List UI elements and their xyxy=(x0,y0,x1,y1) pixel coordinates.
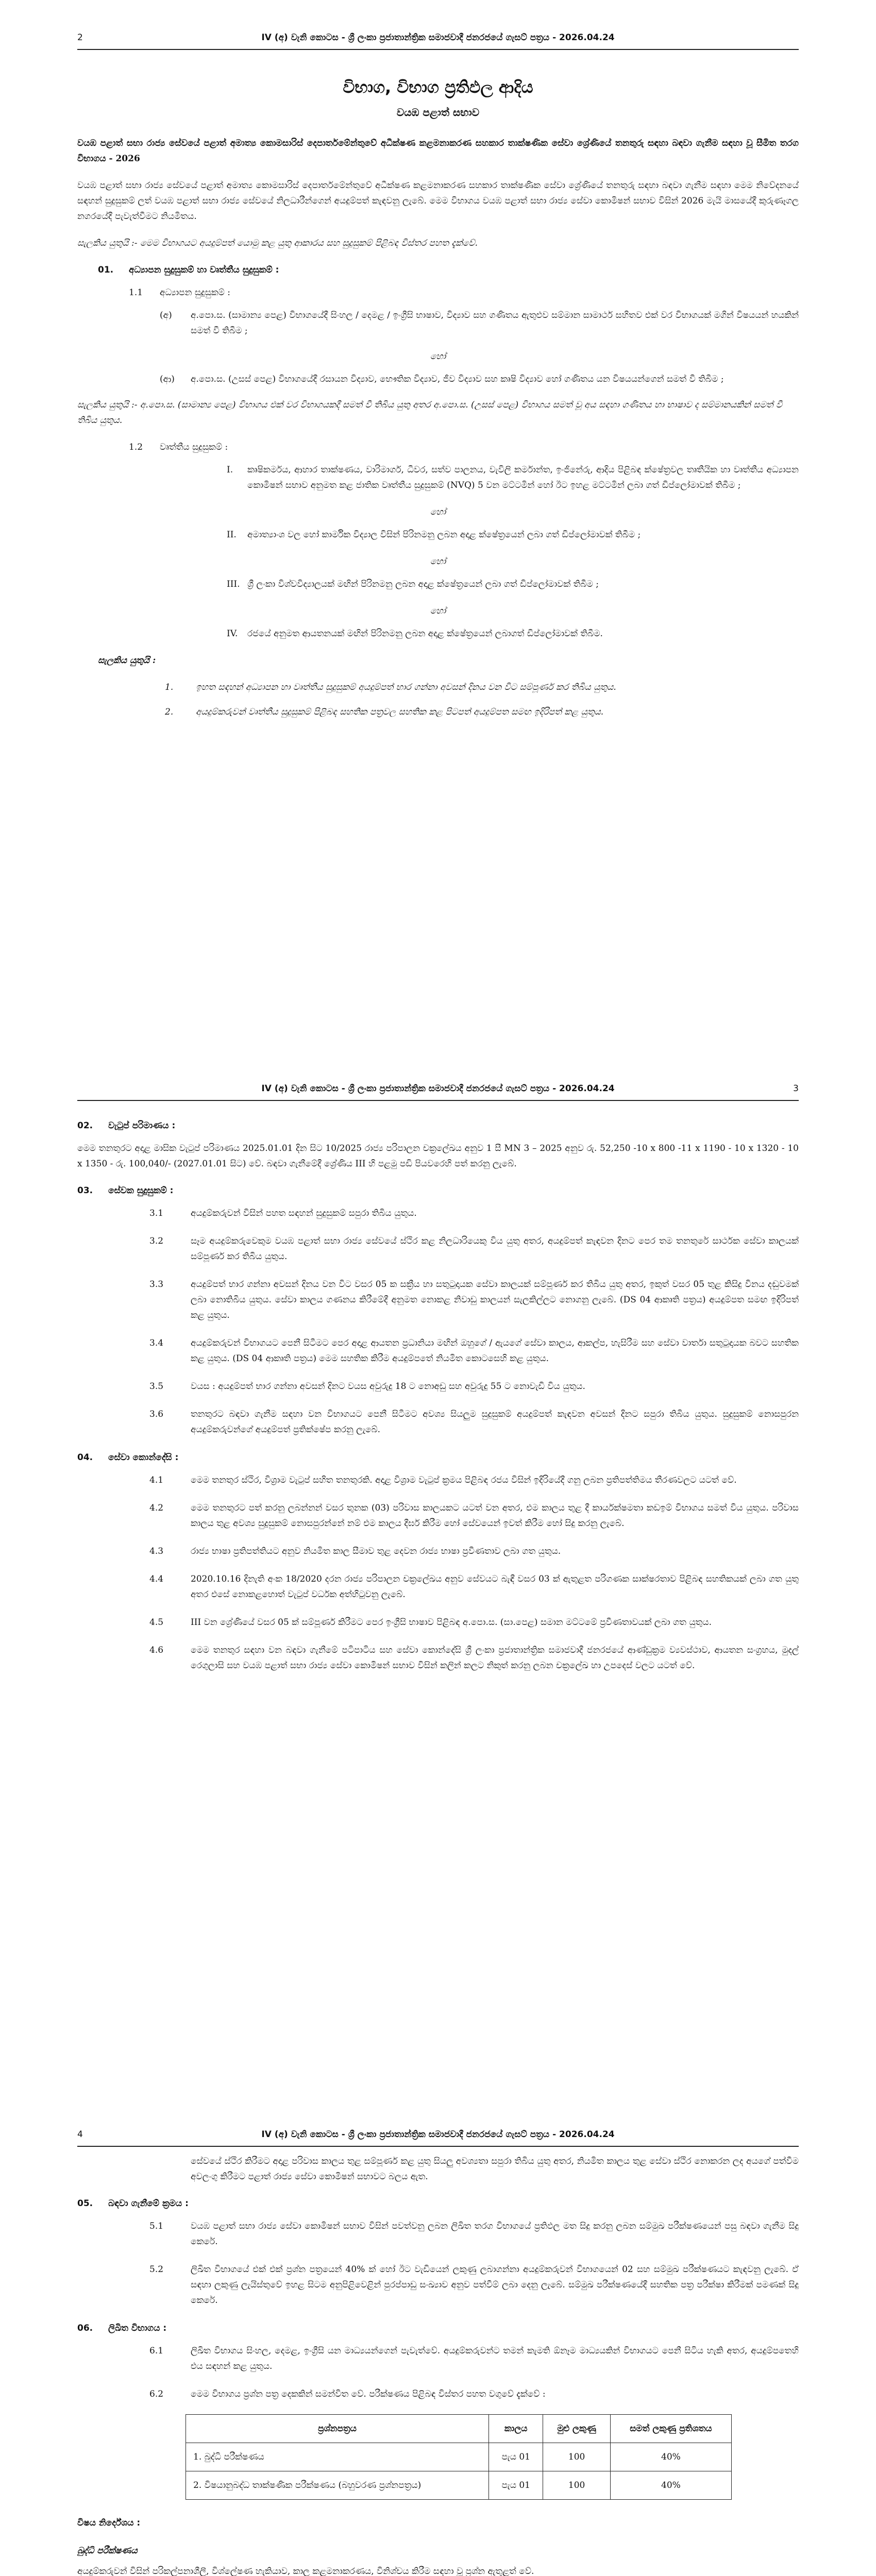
section-heading: 02. වැටුප් පරිමාණය : xyxy=(77,1121,176,1131)
list-item: (ආ) අ.පො.ස. (උසස් පෙළ) විභාගයේදී රසායන විද්‍යාව, භෞතික විද්‍යාව, ජීව විද්‍යාව සහ කෘෂි විද්‍යාව හෝ ගණිතය යන විෂයයන්ගෙන් සමත් වී තිබීම ; xyxy=(160,374,724,384)
list-item: 4.6 මෙම තනතුර සඳහා වන බඳවා ගැනීමේ පටිපාටිය සහ සේවා කොන්දේසි ශ්‍රී ලංකා ප්‍රජාතාන්ත්‍රික සමාජවාදී ජනරජයේ ආණ්ඩුක්‍රම ව්‍යවස්ථාව, ආයතන සංග්‍රහය, මුදල් රෙගුලාසි සහ වයඹ පළාත් සභා රාජ්‍ය සේවා කොමිෂන් සභාව විසින් කලින් කලට නිකුත් කරනු ලබන චක්‍රලේඛ හා උපදෙස් වලට යටත් වේ. xyxy=(149,1645,799,1671)
list-item: 3.2 සෑම අයදුම්කරුවෙකුම වයඹ පළාත් සභා රාජ්‍ය සේවයේ ස්ථිර කළ නිලධාරියෙකු විය යුතු අතර, අයදුම්පත් කැඳවන දිනට පෙර තම තනතුරේ සාර්ථක සේවා කාලයක් සම්පූර්ණ කර තිබිය යුතුය. xyxy=(149,1236,799,1262)
section-heading: 05. බඳවා ගැනීමේ ක්‍රමය : xyxy=(77,2198,189,2209)
list-item: 5.1 වයඹ පළාත් සභා රාජ්‍ය සේවා කොමිෂන් සභාව විසින් පවත්වනු ලබන ලිඛිත තරග විභාගයේ ප්‍රතිඵල මත සිදු කරනු ලබන සම්මුඛ පරීක්ෂණයෙන් පසු බඳවා ගැනීම සිදු කෙරේ. xyxy=(149,2221,799,2247)
note-heading: සැලකිය යුතුයි : xyxy=(98,655,156,666)
paragraph: වයඹ පළාත් සභා රාජ්‍ය සේවයේ පළාත් අමාත්‍ය කොමසාරිස් දෙපාර්තමේන්තුවේ අධීක්ෂණ කළමනාකරණ සහකාර තාක්ෂණික සේවා ශ්‍රේණියේ තනතුරු සඳහා බඳවා ගැනීම සඳහා මෙම නිවේදනයේ සඳහන් සුදුසුකම් ලත් වයඹ පළාත් සභා රාජ්‍ය සේවයේ නිලධාරීන්ගෙන් අයදුම්පත් කැඳවනු ලැබේ. මෙම විභාගය වයඹ පළාත් සභා රාජ්‍ය සේවා කොමිෂන් සභාව විසින් 2026 මැයි මාසයේදී කුරුණෑගල නගරයේදී පැවැත්වීමට නියමිතය. xyxy=(77,180,799,222)
gazette-title: IV (අ) වැනි කොටස - ශ්‍රී ලංකා ප්‍රජාතාන්ත්‍රික සමාජවාදී ජනරජයේ ගැසට් පත්‍රය - 2026.04.24 xyxy=(261,32,615,43)
page-header xyxy=(77,1079,799,1101)
page-number: 4 xyxy=(77,2129,83,2140)
section-heading: විෂය නිර්දේශය : xyxy=(77,2518,141,2528)
subsection-heading: 1.1 අධ්‍යාපන සුදුසුකම් : xyxy=(129,287,230,298)
list-item: 3.4 අයදුම්කරුවන් විභාගයට පෙනී සිටීමට පෙර අදාළ ආයතන ප්‍රධානියා මඟින් ඔහුගේ / ඇයගේ සේවා කාලය, ආකල්ප, හැසිරීම සහ සේවා වාර්තා සතුටුදායක බවට සහතික කළ යුතුය. (DS 04 ආකෘති පත්‍රය) මෙම සහතික කිරීම අයදුම්පතේ නියමිත කොටසෙහි කළ යුතුය. xyxy=(149,1338,799,1364)
table-cell: 40% xyxy=(610,2471,731,2500)
section-heading: 06. ලිඛිත විභාගය : xyxy=(77,2323,167,2333)
list-item: 6.1 ලිඛිත විභාගය සිංහල, දෙමළ, ඉංග්‍රීසි යන මාධ්‍යයන්ගෙන් පැවැත්වේ. අයදුම්කරුවන්ට තමන් කැමති ඕනෑම මාධ්‍යයකින් විභාගයට පෙනී සිටිය හැකි අතර, අයදුම්පතෙහි එය සඳහන් කළ යුතුය. xyxy=(149,2346,799,2371)
column-header: සමත් ලකුණු ප්‍රතිශතය xyxy=(610,2415,731,2443)
table-cell: 100 xyxy=(543,2443,610,2471)
list-item: 6.2 මෙම විභාගය ප්‍රශ්න පත්‍ර දෙකකින් සමන්විත වේ. පරීක්ෂණය පිළිබඳ විස්තර පහත වගුවේ දැක්වේ : xyxy=(149,2389,546,2399)
note: සැලකිය යුතුයි :- මෙම විභාගයට අයදුම්පත් යොමු කළ යුතු ආකාරය සහ සුදුසුකම් පිළිබඳ විස්තර පහත දැක්වේ. xyxy=(77,238,478,248)
page-content xyxy=(77,2154,799,2576)
list-item: 3.1 අයදුම්කරුවන් විසින් පහත සඳහන් සුදුසුකම් සපුරා තිබිය යුතුය. xyxy=(149,1208,417,1218)
list-item: 4.4 2020.10.16 දිනැති අංක 18/2020 දරන රාජ්‍ය පරිපාලන චක්‍රලේඛය අනුව සේවයට බැඳී වසර 03 ක් ඇතුළත පරිගණක සාක්ෂරතාව පිළිබඳ සහතිකයක් ලබා ගත යුතු අතර එසේ නොකළහොත් වැටුප් වර්ධක අත්හිටුවනු ලැබේ. xyxy=(149,1574,799,1600)
note: සැලකිය යුතුයි :- අ.පො.ස. (සාමාන්‍ය පෙළ) විභාගය එක් වර විභාගයකදී සමත් වී තිබිය යුතු අතර අ.පො.ස. (උසස් පෙළ) විභාගය සමත් වූ අය සඳහා ගණිතය හා භාෂාව ද සම්මානයකින් සමත් වී තිබිය යුතුය. xyxy=(77,400,783,426)
column-header: මුළු ලකුණු xyxy=(543,2415,610,2443)
page-header xyxy=(77,28,799,50)
or-separator: හෝ xyxy=(430,351,446,362)
list-item: 4.2 මෙම තනතුරට පත් කරනු ලබන්නන් වසර තුනක (03) පරිවාස කාලයකට යටත් වන අතර, එම කාලය තුළ දී කාර්යක්ෂමතා කඩඉම් විභාගය සමත් විය යුතුය. පරිවාස කාලය තුළ අවශ්‍ය සුදුසුකම් නොසපුරන්නේ නම් එම කාලය දීර්ඝ කිරීම හෝ සේවයෙන් ඉවත් කිරීම හෝ සිදු කරනු ලැබේ. xyxy=(149,1503,799,1529)
list-item: 4.3 රාජ්‍ය භාෂා ප්‍රතිපත්තියට අනුව නියමිත කාල සීමාව තුළ දෙවන රාජ්‍ය භාෂා ප්‍රවීණතාව ලබා ගත යුතුය. xyxy=(149,1546,561,1556)
list-item: 3.6 තනතුරට බඳවා ගැනීම සඳහා වන විභාගයට පෙනී සිටීමට අවශ්‍ය සියලුම සුදුසුකම් අයදුම්පත් කැඳවන අවසන් දිනට සපුරා තිබිය යුතුය. සුදුසුකම් නොසපුරන අයදුම්කරුවන්ගේ අයදුම්පත් ප්‍රතික්ෂේප කරනු ලැබේ. xyxy=(149,1409,799,1435)
paragraph: අයදුම්කරුවන් විසින් පරිකල්පනාශීලී, විශ්ලේෂණ හැකියාව, කාල කළමනාකරණය, විනිශ්චය කිරීම සඳහා වූ ප්‍රශ්න ඇතුළත් වේ. xyxy=(77,2566,534,2576)
exam-table xyxy=(186,2414,732,2500)
table-row xyxy=(186,2443,732,2471)
list-item: 5.2 ලිඛිත විභාගයේ එක් එක් ප්‍රශ්න පත්‍රයෙන් 40% ක් හෝ ඊට වැඩියෙන් ලකුණු ලබාගන්නා අයදුම්කරුවන් විභාගයෙන් 02 සහ සම්මුඛ පරීක්ෂණයට කැඳවනු ලැබේ. ඒ සඳහා ලකුණු ලැයිස්තුවේ ඉහළ සිටම අනුපිළිවෙළින් පුරප්පාඩු සංඛ්‍යාව අනුව පත්වීම් ලබා දෙනු ලැබේ. සම්මුඛ පරීක්ෂණයේදී සහතික පත්‍ර පරීක්ෂා කිරීමක් පමණක් සිදු කෙරේ. xyxy=(149,2264,799,2306)
section-heading: 01. අධ්‍යාපන සුදුසුකම් හා වෘත්තීය සුදුසුකම් : xyxy=(98,265,279,275)
page-number: 3 xyxy=(793,1083,799,1094)
page-title: විභාග, විභාග ප්‍රතිඵල ආදිය xyxy=(343,77,533,97)
page-content xyxy=(77,57,799,729)
gazette-page-4 xyxy=(0,2097,876,2576)
page-header xyxy=(77,2125,799,2147)
table-cell: 2. විෂයානුබද්ධ තාක්ෂණික පරීක්ෂණය (බහුවරණ ප්‍රශ්නපත්‍රය) xyxy=(186,2471,489,2500)
gazette-title: IV (අ) වැනි කොටස - ශ්‍රී ලංකා ප්‍රජාතාන්ත්‍රික සමාජවාදී ජනරජයේ ගැසට් පත්‍රය - 2026.04.24 xyxy=(261,1083,615,1094)
page-subtitle: වයඹ පළාත් සභාව xyxy=(396,106,480,118)
list-item: 4.1 මෙම තනතුර ස්ථිර, විශ්‍රාම වැටුප් සහිත තනතුරකි. අදාළ විශ්‍රාම වැටුප් ක්‍රමය පිළිබඳ රජය විසින් ඉදිරියේදී ගනු ලබන ප්‍රතිපත්තිමය තීරණවලට යටත් වේ. xyxy=(149,1475,737,1485)
list-item: IV. රජයේ අනුමත ආයතනයක් මඟින් පිරිනමනු ලබන අදාළ ක්ෂේත්‍රයෙන් ලබාගත් ඩිප්ලෝමාවක් තිබීම. xyxy=(227,629,603,639)
list-item: 3.5 වයස : අයදුම්පත් භාර ගන්නා අවසන් දිනට වයස අවුරුදු 18 ට නොඅඩු සහ අවුරුදු 55 ට නොවැඩි විය යුතුය. xyxy=(149,1381,585,1392)
gazette-title: IV (අ) වැනි කොටස - ශ්‍රී ලංකා ප්‍රජාතාන්ත්‍රික සමාජවාදී ජනරජයේ ගැසට් පත්‍රය - 2026.04.24 xyxy=(261,2129,615,2140)
list-item: I. කෘෂිකර්මය, ආහාර තාක්ෂණය, වාරිමාර්ග, ධීවර, සත්ව පාලනය, වැවිලි කර්මාන්ත, ඉංජිනේරු, ආදිය පිළිබඳ ක්ෂේත්‍රවල තෘතීයික හා වෘත්තීය අධ්‍යාපන කොමිෂන් සභාව අනුමත කළ ජාතික වෘත්තීය සුදුසුකම් (NVQ) 5 වන මට්ටමින් හෝ ඊට ඉහළ මට්ටමින් ලබා ගත් ඩිප්ලෝමාවක් තිබීම ; xyxy=(227,465,799,490)
page-content xyxy=(77,1108,799,1686)
paragraph: මෙම තනතුරට අදාළ මාසික වැටුප් පරිමාණය 2025.01.01 දින සිට 10/2025 රාජ්‍ය පරිපාලන චක්‍රලේඛය අනුව 1 සී MN 3 – 2025 අනුව රු. 52,250 -10 x 800 -11 x 1190 - 10 x 1320 - 10 x 1350 - රු. 100,040/- (2027.01.01 සිට) වේ. බඳවා ගැනීමේදී ශ්‍රේණිය III හි පළමු පඩි පියවරෙහි පත් කරනු ලැබේ. xyxy=(77,1143,799,1169)
table-cell: 40% xyxy=(610,2443,731,2471)
list-item: 3.3 අයදුම්පත් භාර ගන්නා අවසන් දිනය වන විට වසර 05 ක සක්‍රීය හා සතුටුදායක සේවා කාලයක් සම්පූර්ණ කර තිබිය යුතු අතර, ඉකුත් වසර 05 තුළ කිසිදු විනය දඬුවමක් ලබා නොතිබිය යුතුය. සේවා කාලය ගණනය කිරීමේදී අනුමත නොකළ නිවාඩු කාලයන් සැලකිල්ලට නොගනු ලැබේ. (DS 04 ආකෘති පත්‍රය) අයදුම්පත සමඟ ඉදිරිපත් කළ යුතුය. xyxy=(149,1279,799,1320)
table-cell: පැය 01 xyxy=(489,2443,543,2471)
gazette-page-2 xyxy=(0,0,876,1051)
section-heading: 04. සේවා කොන්දේසි : xyxy=(77,1452,179,1463)
table-cell: 100 xyxy=(543,2471,610,2500)
table-cell: පැය 01 xyxy=(489,2471,543,2500)
notice-heading: වයඹ පළාත් සභා රාජ්‍ය සේවයේ පළාත් අමාත්‍ය කොමසාරිස් දෙපාර්තමේන්තුවේ අධීක්ෂණ කළමනාකරණ සහකාර තාක්ෂණික සේවා ශ්‍රේණියේ තනතුරු සඳහා බඳවා ගැනීම සඳහා වූ සීමිත තරග විභාගය - 2026 xyxy=(77,138,799,164)
section-heading: 03. සේවක සුදුසුකම් : xyxy=(77,1185,174,1196)
column-header: ප්‍රශ්නපත්‍රය xyxy=(186,2415,489,2443)
list-item: III. ශ්‍රී ලංකා විශ්වවිද්‍යාලයක් මඟින් පිරිනමනු ලබන අදාළ ක්ෂේත්‍රයෙන් ලබා ගත් ඩිප්ලෝමාවක් තිබීම ; xyxy=(227,579,599,589)
or-separator: හෝ xyxy=(430,507,446,517)
or-separator: හෝ xyxy=(430,556,446,567)
or-separator: හෝ xyxy=(430,606,446,616)
paragraph: සේවයේ ස්ථිර කිරීමට අදාළ පරිවාස කාලය තුළ සම්පූර්ණ කළ යුතු සියලු අවශ්‍යතා සපුරා තිබිය යුතු අතර, නියමිත කාලය තුළ සේවා ස්ථිර නොකරන ලද අයගේ පත්වීම අවලංගු කිරීමට පළාත් රාජ්‍ය සේවා කොමිෂන් සභාවට බලය ඇත. xyxy=(191,2156,799,2182)
column-header: කාලය xyxy=(489,2415,543,2443)
list-item: 4.5 III වන ශ්‍රේණියේ වසර 05 ක් සම්පූර්ණ කිරීමට පෙර ඉංග්‍රීසි භාෂාව පිළිබඳ අ.පො.ස. (සා.පෙළ) සමාන මට්ටමේ ප්‍රවීණතාවයක් ලබා ගත යුතුය. xyxy=(149,1617,712,1628)
table-row xyxy=(186,2471,732,2500)
list-item: II. අමාත්‍යාංශ වල හෝ කාර්මික විද්‍යාල විසින් පිරිනමනු ලබන අදාළ ක්ෂේත්‍රයෙන් ලබා ගත් ඩිප්ලෝමාවක් තිබීම ; xyxy=(227,530,641,540)
table-cell: 1. බුද්ධි පරීක්ෂණය xyxy=(186,2443,489,2471)
page-number: 2 xyxy=(77,32,83,43)
gazette-page-3 xyxy=(0,1051,876,2097)
subsection-heading: බුද්ධි පරීක්ෂණය xyxy=(77,2546,138,2556)
subsection-heading: 1.2 වෘත්තීය සුදුසුකම් : xyxy=(129,442,228,452)
list-item: (අ) අ.පො.ස. (සාමාන්‍ය පෙළ) විභාගයේදී සිංහල / දෙමළ / ඉංග්‍රීසි භාෂාව, විද්‍යාව සහ ගණිතය ඇතුළුව සම්මාන සාමාර්ථ සහිතව එක් වර විභාගයක් මගින් විෂයයන් හයකින් සමත් වී තිබීම ; xyxy=(160,310,799,336)
note-item: 1. ඉහත සඳහන් අධ්‍යාපන හා වෘත්තීය සුදුසුකම් අයදුම්පත් භාර ගන්නා අවසන් දිනය වන විට සම්පූර්ණ කර තිබිය යුතුය. xyxy=(165,682,616,692)
note-item: 2. අයදුම්කරුවන් වෘත්තීය සුදුසුකම් පිළිබඳ සහතික පත්‍රවල සහතික කළ පිටපත් අයදුම්පත සමඟ ඉදිරිපත් කළ යුතුය. xyxy=(165,707,604,717)
table-header-row xyxy=(186,2415,732,2443)
